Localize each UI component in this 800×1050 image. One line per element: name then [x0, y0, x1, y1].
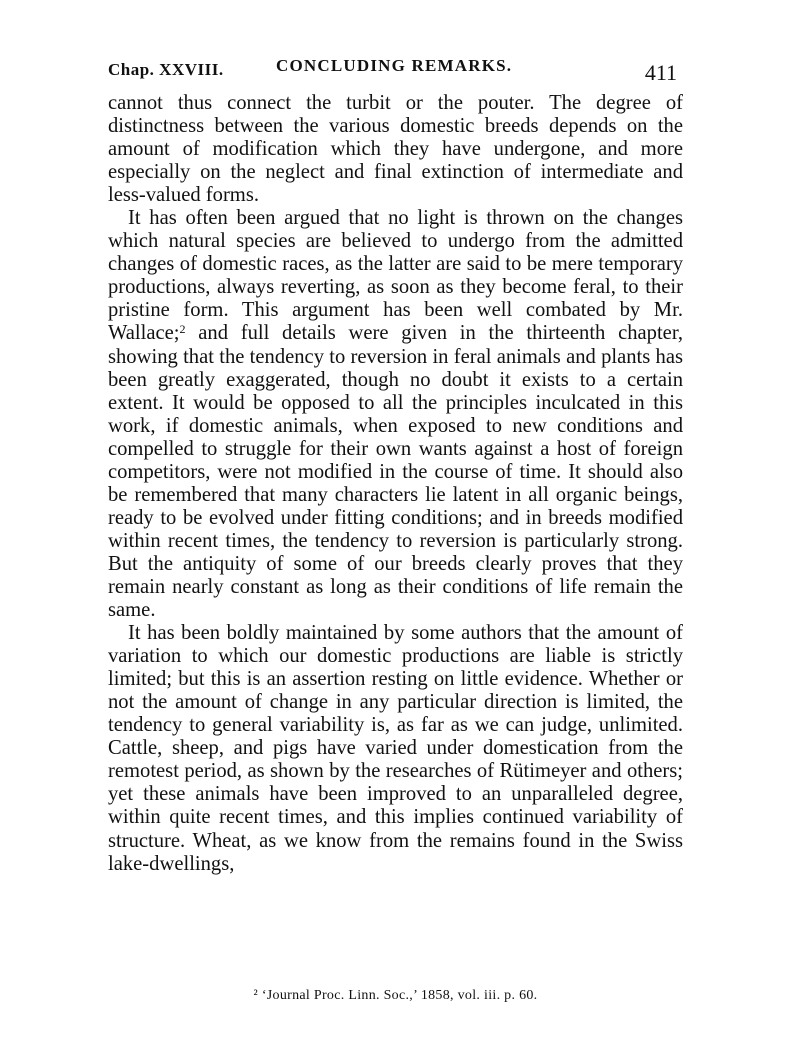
paragraph-2-text-after-note: and full details were given in the thirteenth chapter, showing that the tendency to reversion in feral animals and plants has been greatly exaggerated, though no doubt it exists to a certain extent. It would be opposed to all the principles inculcated in this work, if domestic animals, when exposed to new conditions and compelled to struggle for their own wants against a host of foreign competitors, were not modified in the course of time. It should also be remembered that many characters lie latent in all organic beings, ready to be evolved under fitting conditions; and in breeds modified within recent times, the tendency to reversion is particularly strong. But the antiquity of some of our breeds clearly proves that they remain nearly constant as long as their conditions of life remain the same. [108, 322, 683, 622]
running-head [108, 50, 683, 86]
footnote: ² ‘Journal Proc. Linn. Soc.,’ 1858, vol. iii. p. 60. [253, 988, 538, 1003]
paragraph-2-text-before-note: It has often been argued that no light is thrown on the changes which natural species are believed to undergo from the admitted changes of domestic races, as the latter are said to be mere temporary productions, always reverting, as soon as they become feral, to their pristine form. This argument has been well combated by Mr. Wallace; [108, 207, 683, 345]
body-text [108, 92, 683, 876]
book-page [108, 50, 683, 876]
paragraph-2 [108, 207, 683, 622]
footnote-reference: 2 [179, 322, 186, 337]
paragraph-3: It has been boldly maintained by some authors that the amount of variation to which our domestic productions are liable is strictly limited; but this is an assertion resting on little evidence. Whether or not the amount of change in any particular direction is limited, the tendency to general variability is, as far as we can judge, unlimited. Cattle, sheep, and pigs have varied under domestication from the remotest period, as shown by the researches of Rütimeyer and others; yet these animals have been improved to an unparalleled degree, within quite recent times, and this implies continued variability of structure. Wheat, as we know from the remains found in the Swiss lake-dwellings, [108, 622, 683, 875]
running-head-title: CONCLUDING REMARKS. [276, 56, 513, 75]
page-number: 411 [644, 60, 677, 85]
paragraph-1: cannot thus connect the turbit or the pouter. The degree of distinctness between the various domestic breeds depends on the amount of modification which they have undergone, and more especially on the neglect and final extinction of intermediate and less-valued forms. [108, 92, 683, 207]
chapter-label: Chap. XXVIII. [108, 60, 224, 79]
